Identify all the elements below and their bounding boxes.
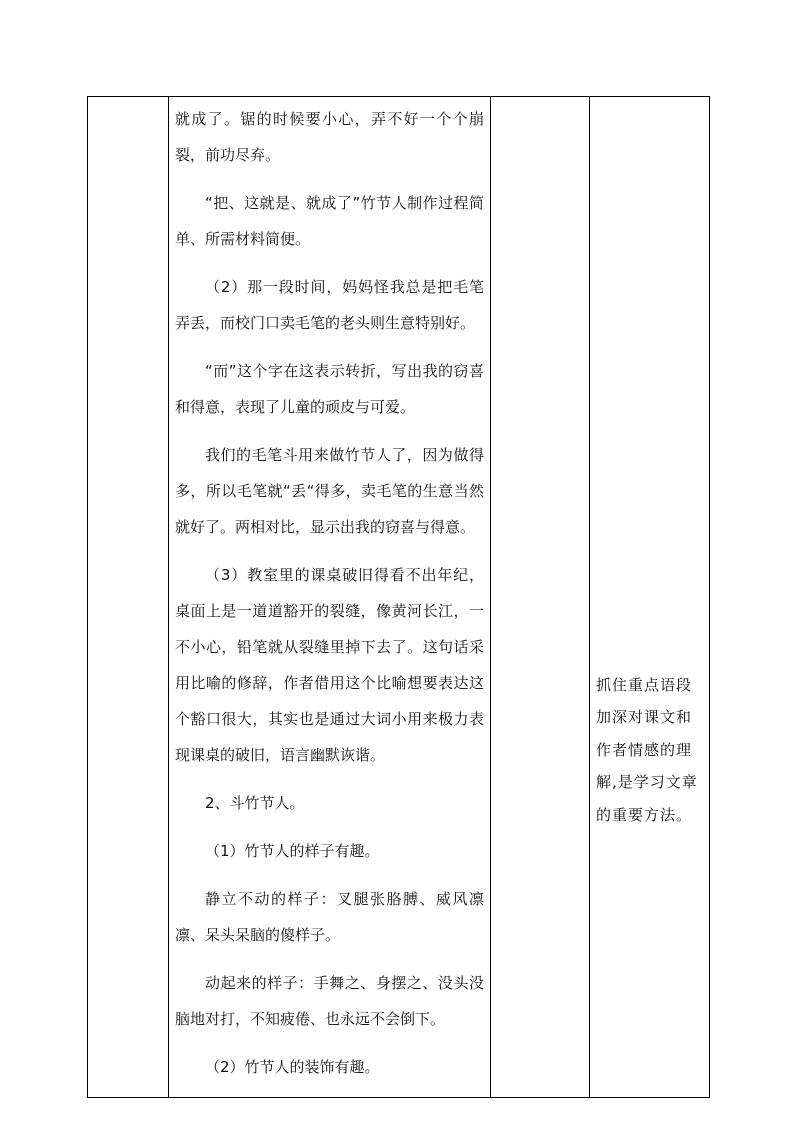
content-cell (169, 97, 491, 1098)
sub-heading: （1）竹节人的样子有趣。 (205, 842, 380, 860)
content-paragraph: 静立不动的样子：叉腿张胳膊、威风凛凛、呆头呆脑的傻样子。 (175, 890, 484, 944)
content-paragraph: （3）教室里的课桌破旧得看不出年纪，桌面上是一道道豁开的裂缝，像黄河长江，一不小心，铅笔就从裂缝里掉下去了。这句话采用比喻的修辞，作者借用这个比喻想要表达这个豁口很大，其实也是通过大词小用来极力表现课桌的破旧，语言幽默诙谐。 (175, 566, 484, 764)
empty-cell-left (88, 97, 169, 1098)
table-row (88, 97, 710, 1098)
content-paragraph: 动起来的样子：手舞之、身摆之、没头没脑地对打，不知疲倦、也永远不会倒下。 (175, 974, 484, 1028)
section-heading: 2、斗竹节人。 (205, 794, 305, 812)
empty-cell-middle (491, 97, 590, 1098)
content-paragraph: （2）那一段时间，妈妈怪我总是把毛笔弄丢，而校门口卖毛笔的老头则生意特别好。 (175, 278, 484, 332)
content-paragraph: 就成了。锯的时候要小心，弄不好一个个崩裂，前功尽弃。 (175, 110, 484, 164)
content-paragraph: 我们的毛笔斗用来做竹节人了，因为做得多，所以毛笔就“丢“得多，卖毛笔的生意当然就好了。两相对比，显示出我的窃喜与得意。 (175, 446, 484, 536)
design-intent-cell (590, 97, 710, 1098)
lesson-plan-table (87, 96, 710, 1098)
design-intent-note: 抓住重点语段加深对课文和作者情感的理解,是学习文章的重要方法。 (596, 676, 698, 824)
sub-heading: （2）竹节人的装饰有趣。 (205, 1058, 380, 1076)
content-paragraph: “把、这就是、就成了”竹节人制作过程简单、所需材料简便。 (175, 194, 484, 248)
content-paragraph: “而”这个字在这表示转折，写出我的窃喜和得意，表现了儿童的顽皮与可爱。 (175, 362, 484, 416)
